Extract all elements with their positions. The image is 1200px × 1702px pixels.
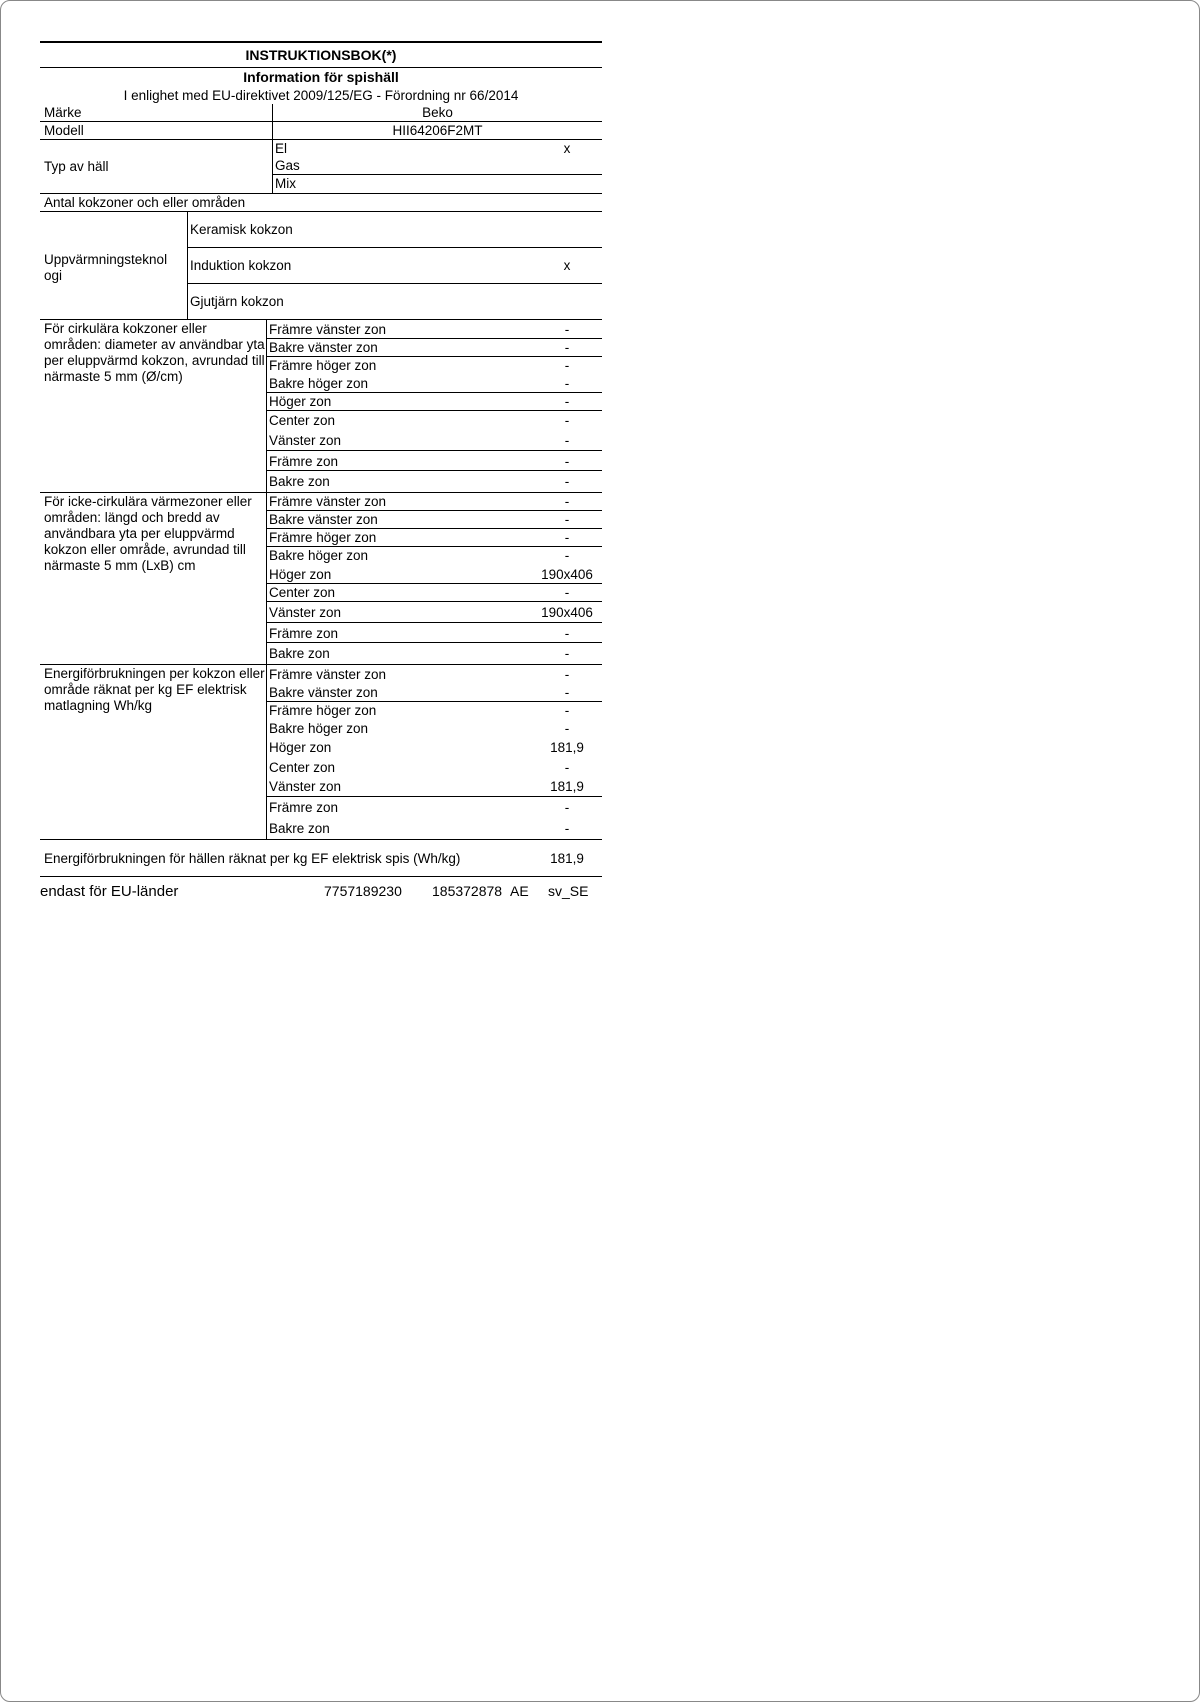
heating-technology-option (188, 248, 602, 284)
zone-row (267, 665, 602, 684)
zone-value: - (564, 548, 570, 563)
heating-technology-option (188, 212, 602, 248)
zone-value: - (564, 413, 570, 428)
zone-value: - (564, 685, 570, 700)
zone-name: Center zon (269, 585, 336, 600)
heating-technology-option-name: Induktion kokzon (190, 258, 292, 273)
locale-code: sv_SE (548, 883, 589, 899)
zone-row (267, 702, 602, 720)
zone-value: 190x406 (541, 605, 593, 620)
document-number: 185372878 (432, 883, 503, 899)
circular-zones-list (266, 320, 602, 492)
zone-row (267, 411, 602, 430)
zone-value: - (564, 512, 570, 527)
circular-zones-section (40, 319, 602, 492)
zone-row (267, 623, 602, 643)
zone-value: - (564, 322, 570, 337)
zone-value: - (564, 703, 570, 718)
heating-technology-label: Uppvärmningsteknol ogi (44, 251, 168, 283)
zone-row (267, 320, 602, 339)
zone-value: - (564, 821, 570, 836)
zone-value: - (564, 626, 570, 641)
hob-type-label: Typ av häll (44, 159, 109, 174)
zone-name: Vänster zon (269, 433, 342, 448)
noncircular-zones-section (40, 492, 602, 664)
hob-type-option-name: Gas (275, 158, 300, 173)
zone-name: Bakre höger zon (269, 376, 369, 391)
zone-name: Bakre vänster zon (269, 685, 378, 700)
zone-value: 181,9 (550, 779, 584, 794)
zone-name: Främre zon (269, 800, 339, 815)
model-label: Modell (44, 123, 84, 138)
noncircular-zones-label: För icke-cirkulära värmezoner eller områden: längd och bredd av användbara yta per eluppvärmd kokzon eller område, avrundad till närmaste 5 mm (LxB) cm (44, 494, 252, 573)
zone-value: - (564, 530, 570, 545)
zone-row (267, 375, 602, 393)
zone-name: Bakre zon (269, 646, 330, 661)
hob-type-option-name: Mix (275, 176, 296, 191)
zone-row (267, 584, 602, 602)
zone-row (267, 393, 602, 411)
hob-type-option (273, 157, 602, 175)
zone-row (267, 818, 602, 839)
zone-row (267, 529, 602, 547)
zone-name: Höger zon (269, 567, 332, 582)
zone-value: - (564, 376, 570, 391)
zone-value: - (564, 667, 570, 682)
hob-type-options (272, 140, 602, 193)
energy-per-zone-label: Energiförbrukningen per kokzon eller område räknat per kg EF elektrisk matlagning Wh/kg (44, 666, 265, 713)
zone-value: - (564, 494, 570, 509)
zone-name: Bakre zon (269, 821, 330, 836)
zone-name: Främre zon (269, 454, 339, 469)
brand-label: Märke (44, 105, 82, 120)
zone-row (267, 602, 602, 623)
zone-row (267, 720, 602, 738)
zone-name: Höger zon (269, 394, 332, 409)
zone-name: Främre höger zon (269, 530, 377, 545)
zone-value: - (564, 340, 570, 355)
zone-row (267, 684, 602, 702)
hob-type-option (273, 175, 602, 192)
zone-name: Bakre vänster zon (269, 340, 378, 355)
zone-value: 181,9 (550, 740, 584, 755)
zone-row (267, 493, 602, 511)
regulation-note: I enlighet med EU-direktivet 2009/125/EG - Förordning nr 66/2014 (123, 88, 519, 103)
zone-value: - (564, 474, 570, 489)
zone-name: Center zon (269, 760, 336, 775)
hob-type-option-mark: x (563, 141, 571, 156)
total-energy-row (40, 839, 602, 877)
zone-name: Främre zon (269, 626, 339, 641)
zone-name: Främre vänster zon (269, 494, 387, 509)
zone-value: - (564, 585, 570, 600)
zone-row (267, 471, 602, 492)
zone-name: Främre höger zon (269, 703, 377, 718)
zone-value: - (564, 760, 570, 775)
heating-technology-options (187, 212, 602, 319)
energy-per-zone-section (40, 664, 602, 839)
energy-per-zone-list (266, 665, 602, 839)
zone-name: Främre vänster zon (269, 322, 387, 337)
zone-value: - (564, 433, 570, 448)
total-energy-label: Energiförbrukningen för hällen räknat per kg EF elektrisk spis (Wh/kg) (44, 850, 461, 866)
zone-row (267, 547, 602, 565)
circular-zones-label: För cirkulära kokzoner eller områden: diameter av användbar yta per eluppvärmd kokzon, avrundad till närmaste 5 mm (Ø/cm) (44, 321, 265, 384)
zone-row (267, 430, 602, 451)
document-footer (40, 877, 602, 905)
brand-row (40, 104, 602, 122)
document-suffix: AE (510, 883, 529, 899)
zone-name: Vänster zon (269, 605, 342, 620)
zone-row (267, 339, 602, 357)
zone-row (267, 777, 602, 797)
document-title: INSTRUKTIONSBOK(*) (40, 41, 602, 67)
heating-technology-option-name: Keramisk kokzon (190, 222, 293, 237)
brand-value: Beko (272, 104, 602, 121)
zone-row (267, 357, 602, 375)
zone-value: - (564, 800, 570, 815)
zone-name: Bakre zon (269, 474, 330, 489)
zone-row (267, 565, 602, 584)
heating-technology-option-mark: x (563, 258, 571, 273)
zone-value: - (564, 454, 570, 469)
zone-name: Främre vänster zon (269, 667, 387, 682)
zone-name: Bakre vänster zon (269, 512, 378, 527)
document-code: 7757189230 (324, 883, 402, 899)
zone-row (267, 797, 602, 818)
zone-row (267, 451, 602, 471)
hob-type-option (273, 140, 602, 157)
model-value: HII64206F2MT (272, 122, 602, 139)
hob-type-option-mark (532, 157, 602, 174)
zone-value: - (564, 721, 570, 736)
zone-name: Center zon (269, 413, 336, 428)
model-row (40, 122, 602, 140)
eu-note: endast för EU-länder (40, 882, 179, 900)
product-information-sheet (40, 41, 602, 905)
zone-name: Bakre höger zon (269, 548, 369, 563)
zone-value: - (564, 394, 570, 409)
zone-value: - (564, 646, 570, 661)
zone-name: Främre höger zon (269, 358, 377, 373)
zones-count-label: Antal kokzoner och eller områden (40, 194, 602, 212)
zone-value: 190x406 (541, 567, 593, 582)
zone-name: Vänster zon (269, 779, 342, 794)
heating-technology-row (40, 212, 602, 319)
zone-row (267, 511, 602, 529)
zone-name: Bakre höger zon (269, 721, 369, 736)
document-subtitle: Information för spishäll (40, 67, 602, 87)
zone-row (267, 758, 602, 777)
zone-value: - (564, 358, 570, 373)
zone-name: Höger zon (269, 740, 332, 755)
heating-technology-option-name: Gjutjärn kokzon (190, 294, 284, 309)
hob-type-option-name: El (275, 141, 288, 156)
hob-type-row (40, 140, 602, 194)
zone-row (267, 738, 602, 758)
heating-technology-option (188, 284, 602, 319)
hob-type-option-mark (532, 175, 602, 192)
total-energy-value: 181,9 (550, 850, 584, 866)
noncircular-zones-list (266, 493, 602, 664)
zone-row (267, 643, 602, 664)
